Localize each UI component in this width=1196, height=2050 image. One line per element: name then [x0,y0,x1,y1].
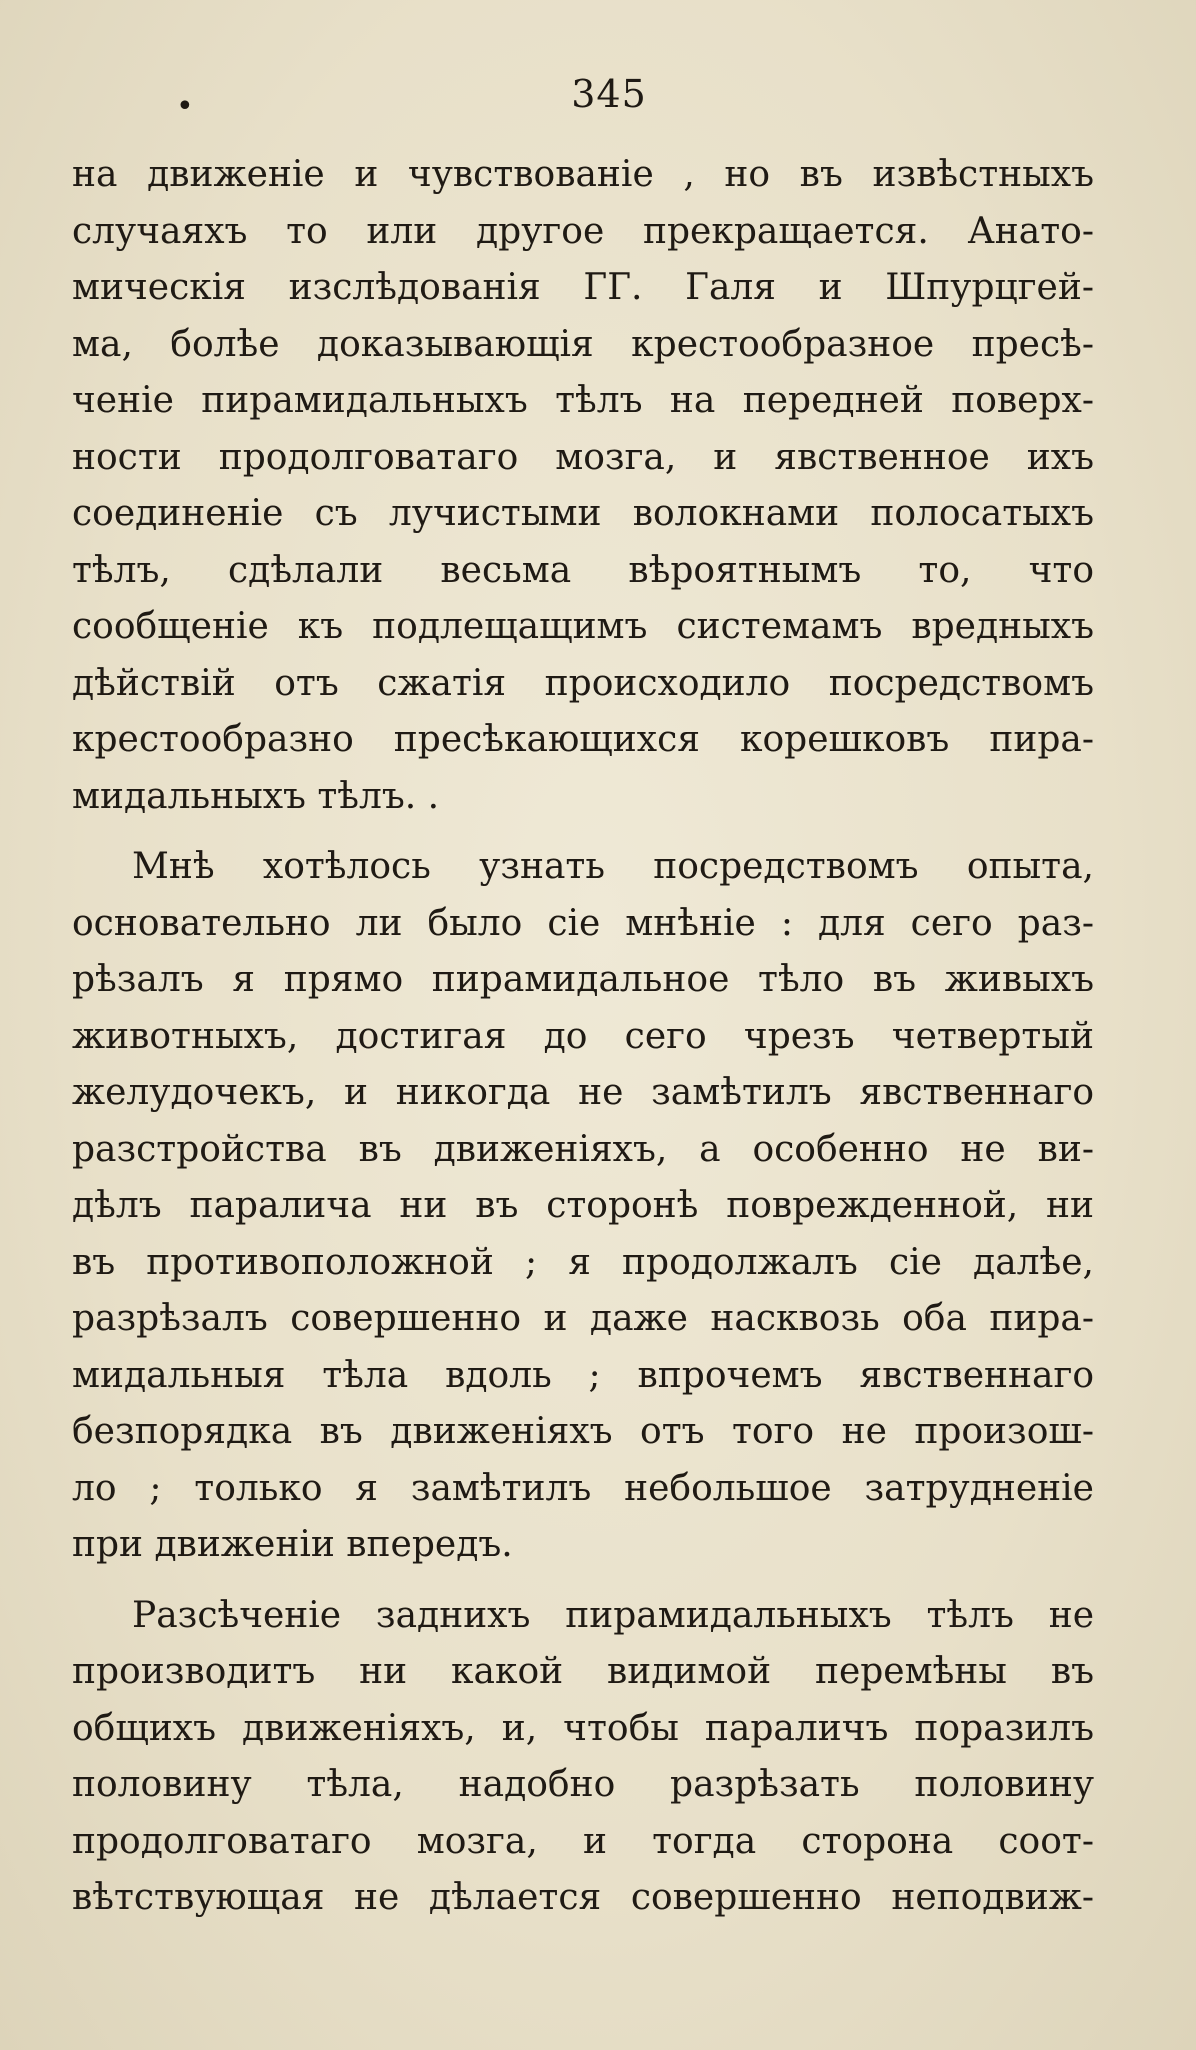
paragraph [72,839,1094,1574]
paragraph [72,1588,1094,1927]
text-line: рѣзалъ я прямо пирамидальное тѣло въ живыхъ [72,959,1094,1000]
text-line: дѣлъ паралича ни въ сторонѣ поврежденной, ни [72,1185,1094,1226]
text-line: безпорядка въ движенiяхъ отъ того не произош- [72,1411,1094,1452]
text-line: продолговатаго мозга, и тогда сторона соот- [72,1820,1094,1862]
text-line: разрѣзалъ совершенно и даже насквозь оба пира- [72,1298,1094,1339]
text-line: крестообразно пресѣкающихся корешковъ пира- [72,719,1094,760]
text-line: половину тѣла, надобно разрѣзать половину [72,1764,1094,1805]
text-line: Разсѣченiе заднихъ пирамидальныхъ тѣлъ не [132,1594,1094,1636]
text-line: мидальныхъ тѣлъ. . [72,775,440,817]
text-line: соединенiе съ лучистыми волокнами полосатыхъ [72,493,1094,534]
text-line: разстройства въ движенiяхъ, а особенно не ви- [72,1128,1094,1170]
text-line: въ противоположной ; я продолжалъ сiе далѣе, [72,1241,1094,1283]
text-line: ло ; только я замѣтилъ небольшое затрудненiе [72,1467,1094,1509]
text-line: Мнѣ хотѣлось узнать посредствомъ опыта, [132,846,1094,887]
text-line: при движенiи впередъ. [72,1524,513,1565]
text-line: тѣлъ, сдѣлали весьма вѣроятнымъ то, что [72,549,1094,591]
text-line: животныхъ, достигая до сего чрезъ четвертый [72,1015,1094,1057]
paragraph [72,147,1094,825]
text-line: желудочекъ, и никогда не замѣтилъ явственнаго [72,1072,1094,1113]
text-line: мидальныя тѣла вдоль ; впрочемъ явственнаго [72,1354,1094,1396]
page-number: 345 [571,72,647,116]
text-line: сообщенiе къ подлещащимъ системамъ вредныхъ [72,606,1094,647]
page-dot-mark: • [176,89,194,124]
text-line: ности продолговатаго мозга, и явственное ихъ [72,436,1094,478]
text-line: случаяхъ то или другое прекращается. Анато- [72,210,1094,252]
page-text [72,147,1094,1927]
text-line: дѣйствiй отъ сжатiя происходило посредствомъ [72,662,1094,704]
text-line: мическiя изслѣдованiя ГГ. Галя и Шпурцгей- [72,267,1094,308]
text-line: на движенiе и чувствованiе , но въ извѣстныхъ [72,154,1094,195]
text-line: общихъ движенiяхъ, и, чтобы параличъ поразилъ [72,1707,1094,1749]
text-line: производитъ ни какой видимой перемѣны въ [72,1651,1094,1692]
text-line: вѣтствующая не дѣлается совершенно неподвиж- [72,1877,1094,1918]
text-line: ма, болѣе доказывающiя крестообразное пресѣ- [72,323,1094,365]
text-line: ченiе пирамидальныхъ тѣлъ на передней поверх- [72,380,1094,421]
text-line: основательно ли было сiе мнѣнiе : для сего раз- [72,902,1094,944]
